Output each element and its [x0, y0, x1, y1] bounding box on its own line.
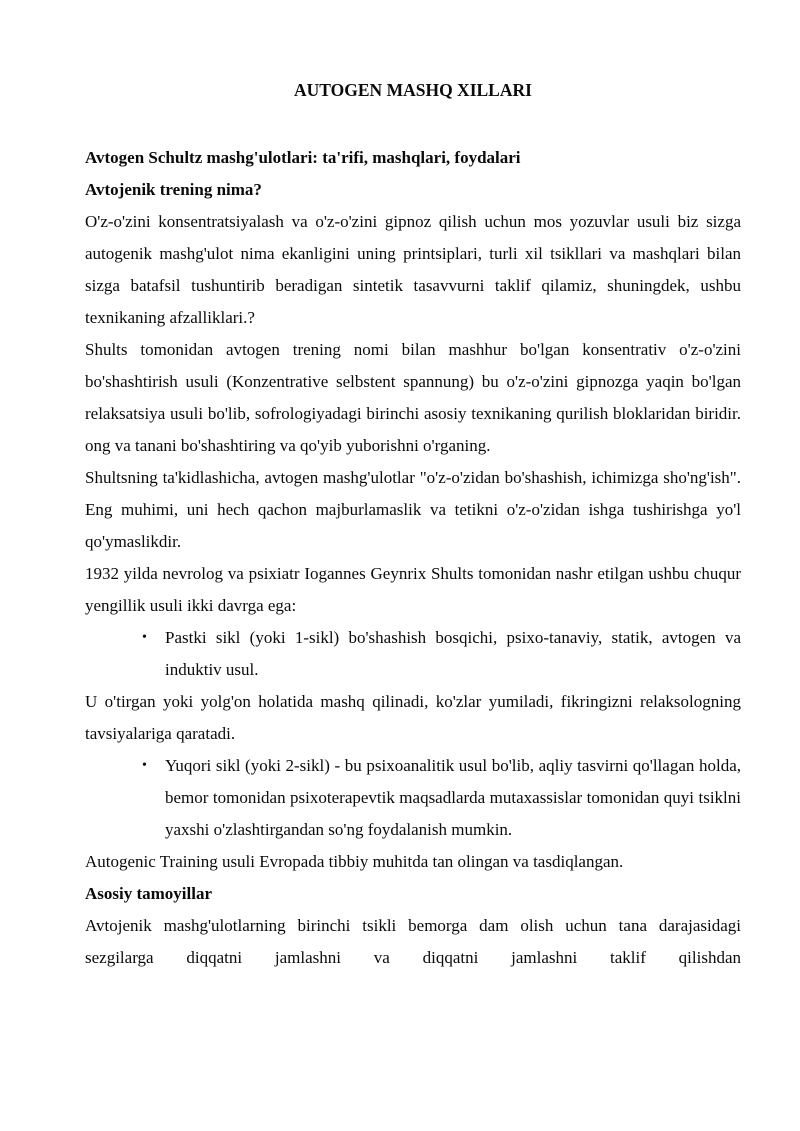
bullet-text: Pastki sikl (yoki 1-sikl) bo'shashish bosqichi, psixo-tanaviy, statik, avtogen va induktiv usul. — [165, 628, 741, 679]
paragraph: 1932 yilda nevrolog va psixiatr Iogannes Geynrix Shults tomonidan nashr etilgan ushbu chuqur yengillik usuli ikki davrga ega: — [85, 564, 741, 615]
section-heading: Asosiy tamoyillar — [85, 884, 213, 903]
paragraph: Avtojenik mashg'ulotlarning birinchi tsikli bemorga dam olish uchun tana darajasidagi sezgilarga diqqatni jamlashni va diqqatni jamlashni taklif qilishdan — [85, 916, 741, 967]
section-heading: Avtogen Schultz mashg'ulotlari: ta'rifi, mashqlari, foydalari — [85, 148, 521, 167]
paragraph: O'z-o'zini konsentratsiyalash va o'z-o'zini gipnoz qilish uchun mos yozuvlar usuli biz sizga autogenik mashg'ulot nima ekanligini uning printsiplari, turli xil tsikllari va mashqlari bilan sizga batafsil tushuntirib beradigan sintetik tasavvurni taklif qilamiz, shuningdek, ushbu texnikaning afzalliklari.? — [85, 212, 741, 327]
paragraph: U o'tirgan yoki yolg'on holatida mashq qilinadi, ko'zlar yumiladi, fikringizni relaksologning tavsiyalariga qaratadi. — [85, 692, 741, 743]
section-heading: Avtojenik trening nima? — [85, 180, 262, 199]
document-title: AUTOGEN MASHQ XILLARI — [294, 80, 532, 100]
paragraph: Shults tomonidan avtogen trening nomi bilan mashhur bo'lgan konsentrativ o'z-o'zini bo'shashtirish usuli (Konzentrative selbstent spannung) bu o'z-o'zini gipnozga yaqin bo'lgan relaksatsiya usuli bo'lib, sofrologiyadagi birinchi asosiy texnikaning qurilish bloklaridan biridir. ong va tanani bo'shashtiring va qo'yib yuborishni o'rganing. — [85, 340, 741, 455]
bullet-item — [85, 622, 741, 686]
bullet-marker: • — [142, 758, 147, 773]
bullet-text: Yuqori sikl (yoki 2-sikl) - bu psixoanalitik usul bo'lib, aqliy tasvirni qo'llagan holda, bemor tomonidan psixoterapevtik maqsadlarda mutaxassislar tomonidan quyi tsiklni yaxshi o'zlashtirgandan so'ng foydalanish mumkin. — [165, 756, 741, 839]
paragraph: Shultsning ta'kidlashicha, avtogen mashg'ulotlar "o'z-o'zidan bo'shashish, ichimizga sho'ng'ish". Eng muhimi, uni hech qachon majburlamaslik va tetikni o'z-o'zidan ishga tushirishga yo'l qo'ymaslikdir. — [85, 468, 741, 551]
paragraph: Autogenic Training usuli Evropada tibbiy muhitda tan olingan va tasdiqlangan. — [85, 852, 624, 871]
bullet-item — [85, 750, 741, 846]
bullet-marker: • — [142, 630, 147, 645]
